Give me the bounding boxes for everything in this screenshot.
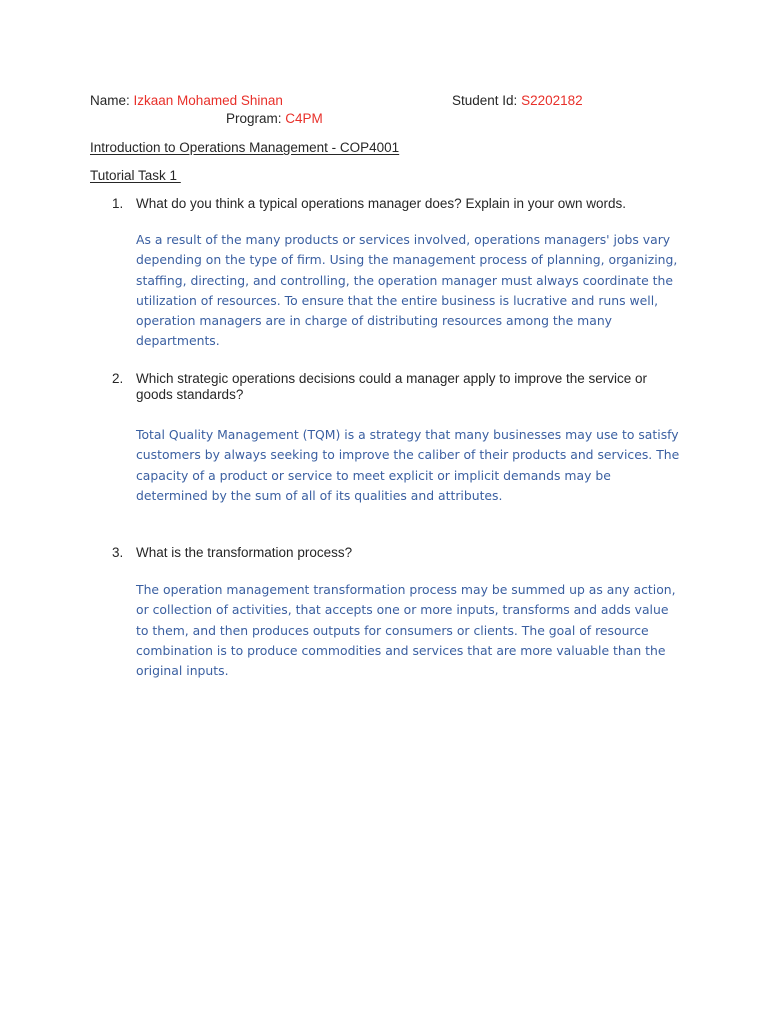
question-text: What do you think a typical operations manager does? Explain in your own words. — [136, 196, 627, 211]
program-value: C4PM — [285, 111, 323, 126]
question-number: 3. — [112, 545, 124, 560]
question-number: 2. — [112, 371, 124, 386]
answer-1: As a result of the many products or services involved, operations managers' jobs vary depending on the type of firm. Using the management process of planning, organizing, staffing, directing, and controlling, the operation manager must always coordinate the utilization of resources. To ensure that the entire business is lucrative and runs well, operation managers are in charge of distributing resources among the many departments. — [136, 232, 678, 349]
student-id-label: Student Id: — [452, 93, 518, 108]
question-number: 1. — [112, 196, 124, 211]
name-line — [90, 93, 283, 109]
answer-3: The operation management transformation process may be summed up as any action, or collection of activities, that accepts one or more inputs, transforms and adds value to them, and then produces outputs for consumers or clients. The goal of resource combination is to produce commodities and services that are more valuable than the original inputs. — [136, 582, 676, 679]
course-title: Introduction to Operations Management - COP4001 — [90, 140, 400, 155]
program-line — [226, 111, 323, 127]
name-label: Name: — [90, 93, 130, 108]
task-title: Tutorial Task 1 — [90, 168, 181, 183]
student-id-value: S2202182 — [521, 93, 583, 108]
program-label: Program: — [226, 111, 282, 126]
question-text: What is the transformation process? — [136, 545, 353, 560]
student-id-line — [452, 93, 583, 109]
name-value: Izkaan Mohamed Shinan — [133, 93, 283, 108]
answer-2: Total Quality Management (TQM) is a strategy that many businesses may use to satisfy customers by always seeking to improve the caliber of their products and services. The capacity of a product or service to meet explicit or implicit demands may be determined by the sum of all of its qualities and attributes. — [136, 427, 680, 503]
question-text: Which strategic operations decisions could a manager apply to improve the service or goods standards? — [136, 371, 648, 402]
